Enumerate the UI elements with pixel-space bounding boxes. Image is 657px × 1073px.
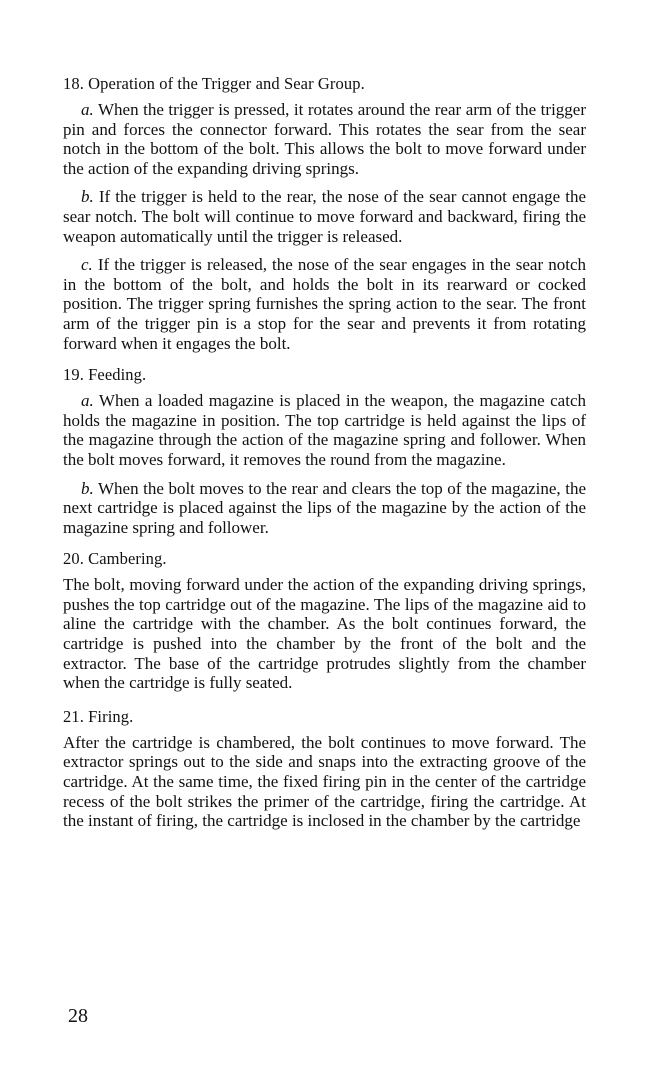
section-heading: 19. Feeding. [63,365,147,385]
section-18 [63,74,586,353]
paragraph-letter: c. [81,255,93,275]
document-page [63,74,586,845]
paragraph-letter: a. [81,391,94,411]
paragraph-text: When the trigger is pressed, it rotates around the rear arm of the trigger pin and forces the connector forward. This rotates the sear from the sear notch in the bottom of the bolt. This allows the bolt to move forward under the action of the expanding driving springs. [63,100,586,178]
section-21 [63,707,586,831]
paragraph-text: When a loaded magazine is placed in the weapon, the magazine catch holds the magazine in position. The top cartridge is held against the lips of the magazine through the action of the magazine spring and follower. When the bolt moves forward, it removes the round from the magazine. [63,391,586,469]
paragraph-19a [63,391,586,469]
paragraph-text: When the bolt moves to the rear and clears the top of the magazine, the next cartridge is placed against the lips of the magazine by the action of the magazine spring and follower. [63,478,586,537]
paragraph-18a [63,100,586,178]
paragraph-letter: a. [81,100,94,119]
section-heading: 18. Operation of the Trigger and Sear Group. [63,74,365,93]
paragraph-letter: b. [81,478,94,498]
paragraph-18b [63,187,586,246]
section-heading: 20. Cambering. [63,549,167,569]
section-20 [63,549,586,693]
section-19 [63,365,586,537]
paragraph-19b [63,479,586,538]
section-heading: 21. Firing. [63,706,134,726]
page-number: 28 [68,1005,88,1027]
paragraph-text: If the trigger is released, the nose of the sear engages in the sear notch in the bottom of the bolt, and holds the bolt in its rearward or cocked position. The trigger spring furnishes the spring action to the sear. The front arm of the trigger pin is a stop for the sear and prevents it from rotating forward when it engages the bolt. [63,255,586,353]
paragraph-21: After the cartridge is chambered, the bolt continues to move forward. The extractor springs out to the side and snaps into the extracting groove of the cartridge. At the same time, the fixed firing pin in the center of the cartridge recess of the bolt strikes the primer of the cartridge, firing the cartridge. At the instant of firing, the cartridge is inclosed in the chamber by the cartridge [63,732,586,831]
paragraph-18c [63,255,586,353]
paragraph-letter: b. [81,187,94,207]
paragraph-text: If the trigger is held to the rear, the nose of the sear cannot engage the sear notch. The bolt will continue to move forward and backward, firing the weapon automatically until the trigger is released. [63,187,586,246]
paragraph-20: The bolt, moving forward under the action of the expanding driving springs, pushes the top cartridge out of the magazine. The lips of the magazine aid to aline the cartridge with the chamber. As the bolt continues forward, the cartridge is pushed into the chamber by the front of the bolt and the extractor. The base of the cartridge protrudes slightly from the chamber when the cartridge is fully seated. [63,575,586,693]
